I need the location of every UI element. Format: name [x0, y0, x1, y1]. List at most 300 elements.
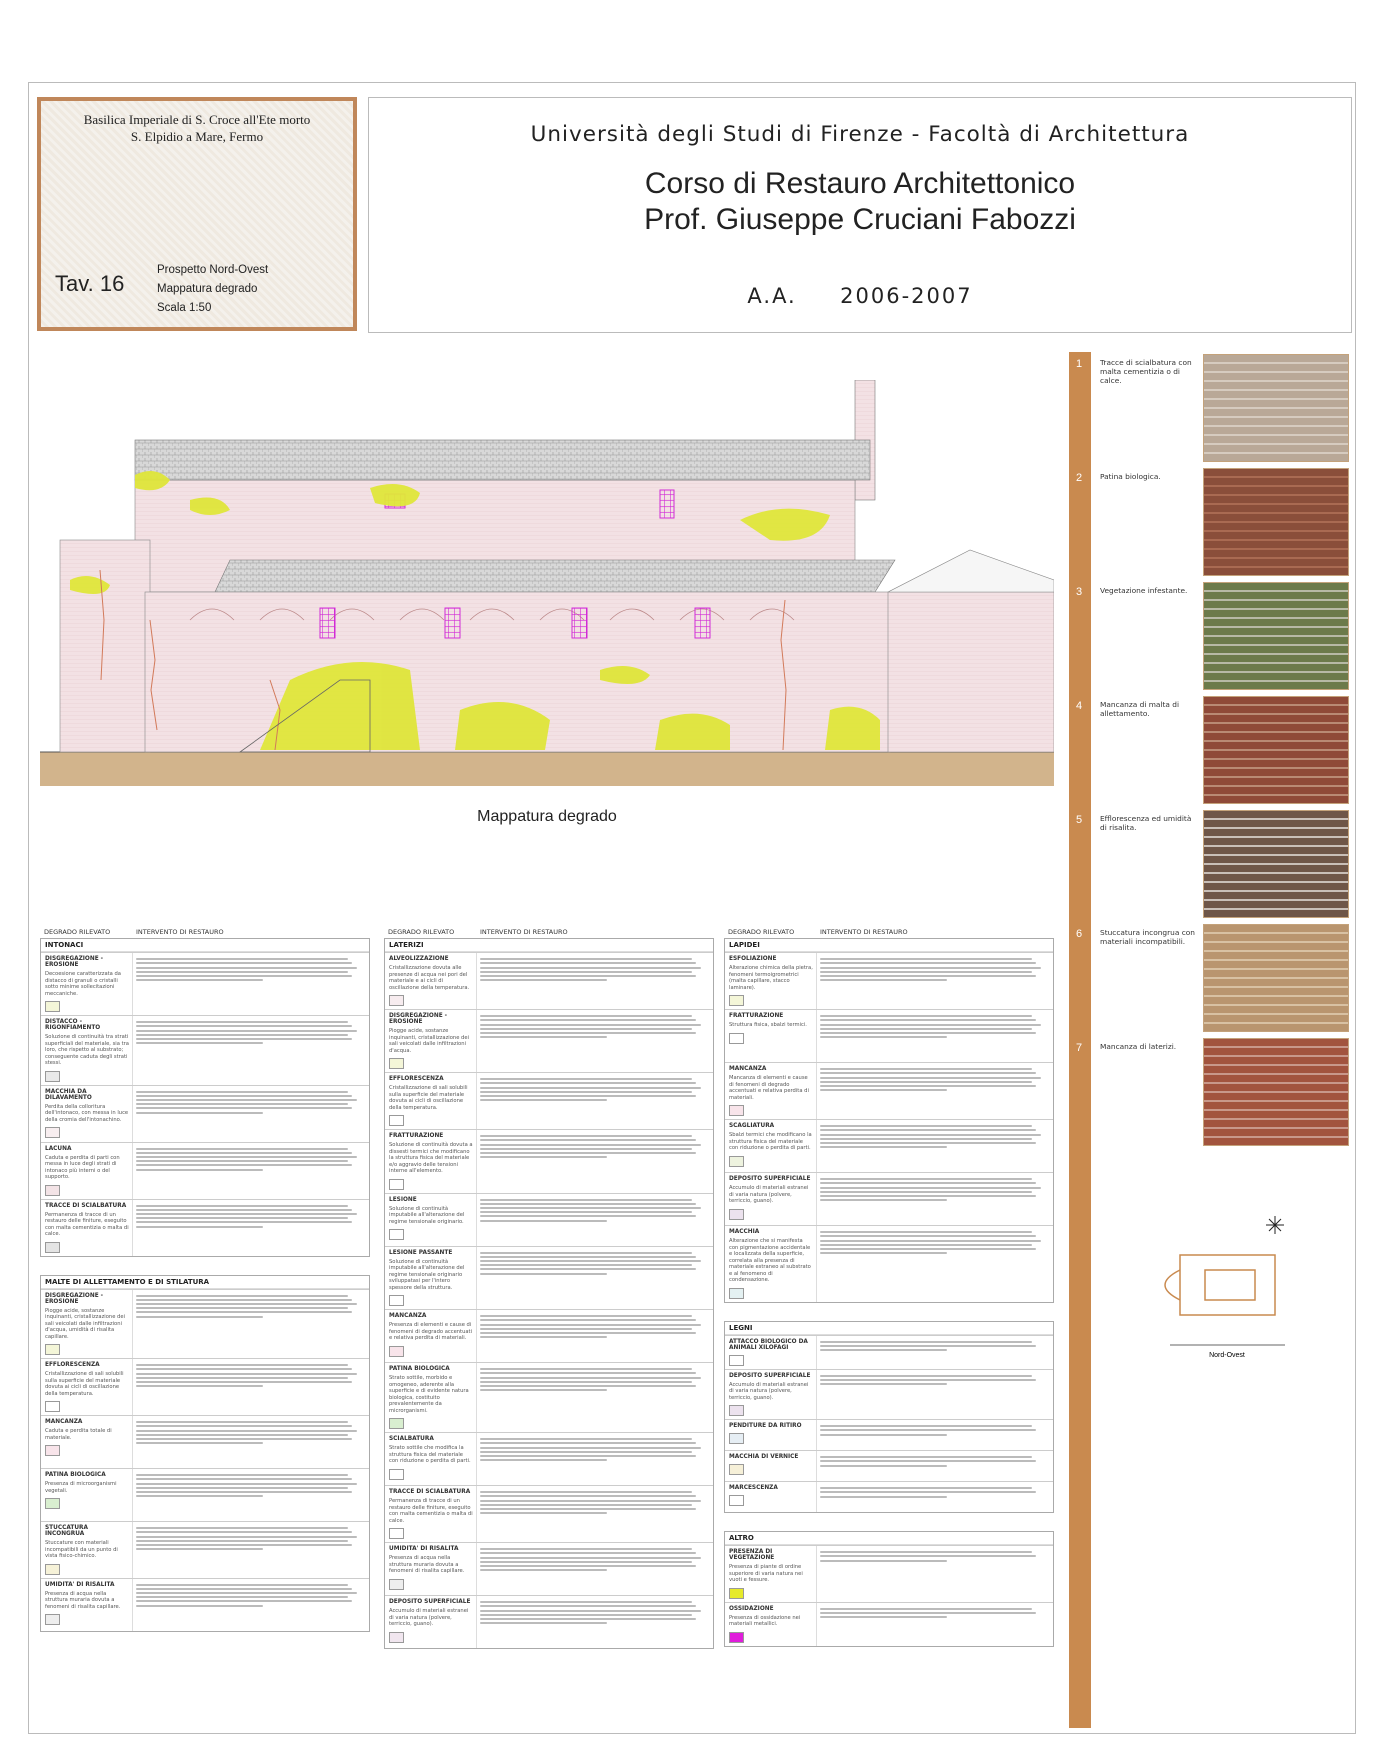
professor-name: Prof. Giuseppe Cruciani Fabozzi	[644, 203, 1076, 236]
academic-year	[369, 284, 1351, 308]
text-line	[820, 1191, 1032, 1193]
intervento-cell	[133, 1200, 369, 1256]
legend-table-header	[40, 922, 370, 936]
text-line	[136, 1217, 348, 1219]
degrado-cell	[41, 1290, 133, 1359]
intervento-cell	[477, 1073, 713, 1129]
text-line	[480, 1447, 701, 1449]
text-line	[136, 1364, 348, 1366]
drawing-caption: Mappatura degrado	[477, 808, 617, 825]
legend-row	[725, 1419, 1053, 1450]
text-line	[820, 1616, 947, 1618]
legend-row	[41, 1015, 369, 1085]
degrado-name: TRACCE DI SCIALBATURA	[45, 1202, 127, 1209]
hatch-swatch	[45, 1445, 60, 1456]
text-line	[136, 1478, 352, 1480]
degrado-name: MARCESCENZA	[729, 1485, 778, 1491]
legend-row	[41, 1085, 369, 1142]
text-line	[480, 1385, 696, 1387]
text-line	[136, 1381, 352, 1383]
degrado-name: LESIONE PASSANTE	[389, 1249, 453, 1256]
text-line	[820, 1146, 947, 1148]
text-line	[136, 1377, 348, 1379]
intervento-cell	[817, 1546, 1053, 1602]
text-line	[820, 971, 1032, 973]
intervento-cell	[133, 1469, 369, 1521]
text-line	[820, 1019, 1036, 1021]
text-line	[480, 1377, 701, 1379]
text-line	[480, 971, 692, 973]
hatch-swatch	[729, 1632, 744, 1643]
text-line	[480, 1144, 701, 1146]
text-line	[820, 1248, 1036, 1250]
degrado-description: Cristallizzazione di sali solubili sulla superficie del materiale dovuta ai cicli di oscillazione della temperatura.	[45, 1371, 124, 1397]
text-line	[480, 1389, 607, 1391]
text-line	[136, 1483, 357, 1485]
degrado-description: Presenza di piante di ordine superiore di varia natura nei vuoti e fessure.	[729, 1564, 803, 1583]
degrado-name: MACCHIA DI VERNICE	[729, 1454, 799, 1460]
header-degrado: DEGRADO RILEVATO	[728, 928, 795, 936]
photo-number: 4	[1076, 700, 1083, 712]
text-line	[480, 1561, 692, 1563]
text-line	[136, 1548, 263, 1550]
legend-table	[40, 922, 370, 1632]
text-line	[480, 1095, 696, 1097]
text-line	[136, 1495, 263, 1497]
degrado-description: Piogge acide, sostanze inquinanti, cristallizzazione dei sali veicolati dalle infiltrazioni d'acqua, umidità di risalita capillare.	[45, 1307, 125, 1340]
degrado-description: Decoesione caratterizzata da distacco di granuli o cristalli sotto minime sollecitazioni meccaniche.	[45, 971, 121, 997]
text-line	[480, 1264, 692, 1266]
hatch-swatch	[389, 1579, 404, 1590]
degrado-name: MACCHIA	[729, 1229, 760, 1235]
intervento-cell	[817, 1482, 1053, 1512]
text-line	[480, 1495, 696, 1497]
legend-section	[724, 938, 1054, 1303]
text-line	[136, 1226, 263, 1228]
text-line	[480, 1618, 696, 1620]
degradation-photo	[1203, 696, 1349, 804]
degrado-description: Accumulo di materiali estranei di varia natura (polvere, terriccio, guano).	[729, 1381, 809, 1401]
text-line	[820, 1429, 1036, 1431]
degrado-name: FRATTURAZIONE	[729, 1013, 784, 1019]
text-line	[480, 1211, 692, 1213]
text-line	[136, 1107, 352, 1109]
legend-row	[725, 1335, 1053, 1369]
photo-caption: Mancanza di laterizi.	[1100, 1042, 1177, 1051]
degrado-cell	[725, 1451, 817, 1481]
text-line	[480, 1152, 696, 1154]
intervento-cell	[477, 1543, 713, 1595]
legend-row	[41, 1289, 369, 1359]
intervento-cell	[477, 1433, 713, 1485]
legend-row	[385, 1595, 713, 1648]
degrado-cell	[725, 1010, 817, 1062]
degrado-cell	[385, 1363, 477, 1432]
header-box	[368, 97, 1352, 333]
text-line	[820, 1379, 1036, 1381]
degrado-name: TRACCE DI SCIALBATURA	[389, 1489, 471, 1495]
text-line	[136, 975, 352, 977]
legend-row	[41, 1199, 369, 1256]
text-line	[136, 1373, 357, 1375]
section-title: LEGNI	[725, 1322, 1053, 1335]
legend-row	[725, 1545, 1053, 1602]
text-line	[820, 1195, 1036, 1197]
intervento-cell	[817, 1370, 1053, 1420]
hatch-swatch	[45, 1242, 60, 1253]
degrado-name: UMIDITA' DI RISALITA	[389, 1546, 459, 1552]
degrado-cell	[41, 1522, 133, 1578]
text-line	[480, 1315, 692, 1317]
header-degrado: DEGRADO RILEVATO	[44, 928, 111, 936]
intervento-cell	[817, 1010, 1053, 1062]
hatch-swatch	[45, 1071, 60, 1082]
text-line	[820, 1068, 1032, 1070]
text-line	[136, 1038, 352, 1040]
text-line	[820, 979, 947, 981]
degrado-cell	[725, 1063, 817, 1119]
text-line	[820, 1199, 947, 1201]
text-line	[136, 1596, 348, 1598]
degrado-cell	[725, 1226, 817, 1302]
degrado-cell	[41, 953, 133, 1015]
intervento-cell	[133, 1290, 369, 1359]
degrado-name: PATINA BIOLOGICA	[45, 1472, 106, 1478]
text-line	[820, 1551, 1032, 1553]
text-line	[820, 1182, 1036, 1184]
text-line	[136, 1034, 348, 1036]
text-line	[820, 1125, 1032, 1127]
text-line	[136, 1316, 263, 1318]
text-line	[480, 1622, 607, 1624]
course-title	[369, 166, 1351, 238]
intervento-cell	[133, 1416, 369, 1468]
text-line	[820, 1608, 1032, 1610]
section-title: LAPIDEI	[725, 939, 1053, 952]
degrado-cell	[41, 1469, 133, 1521]
text-line	[820, 1349, 947, 1351]
degrado-cell	[725, 1420, 817, 1450]
text-line	[480, 1601, 692, 1603]
degrado-name: FRATTURAZIONE	[389, 1133, 444, 1139]
intervento-cell	[817, 1336, 1053, 1369]
degrado-name: EFFLORESCENZA	[45, 1362, 100, 1368]
text-line	[136, 1156, 357, 1158]
intervento-cell	[477, 1247, 713, 1310]
right-building	[888, 592, 1054, 752]
degrado-name: PRESENZA DI VEGETAZIONE	[729, 1549, 775, 1561]
text-line	[480, 1512, 607, 1514]
header-intervento: INTERVENTO DI RESTAURO	[136, 928, 224, 936]
text-line	[480, 1565, 696, 1567]
intervento-cell	[817, 1226, 1053, 1302]
section-title: ALTRO	[725, 1532, 1053, 1545]
legend-row	[41, 1468, 369, 1521]
text-line	[820, 1134, 1041, 1136]
text-line	[480, 1215, 696, 1217]
text-line	[136, 1425, 352, 1427]
text-line	[820, 962, 1036, 964]
text-line	[480, 1019, 696, 1021]
legend-row	[725, 952, 1053, 1009]
degrado-cell	[385, 1073, 477, 1129]
hatch-swatch	[389, 1469, 404, 1480]
hatch-swatch	[729, 1156, 744, 1167]
degrado-description: Strato sottile che modifica la struttura fisica del materiale con riduzione o perdita di parti.	[389, 1445, 471, 1464]
legend-row	[725, 1369, 1053, 1420]
legend-row	[385, 1193, 713, 1246]
degrado-description: Caduta e perdita totale di materiale.	[45, 1428, 112, 1441]
degrado-description: Presenza di elementi e cause di fenomeni di degrado accentuati e relativa perdita di materiali.	[389, 1322, 473, 1341]
photo-number: 5	[1076, 814, 1083, 826]
text-line	[820, 1032, 1036, 1034]
degrado-description: Alterazione che si manifesta con pigmentazione accidentale e localizzata della superficie, correlata alla presenza di materiale estraneo al substrato e al fenomeno di condensazione.	[729, 1238, 811, 1283]
course-name: Corso di Restauro Architettonico	[644, 167, 1076, 200]
degrado-name: DEPOSITO SUPERFICIALE	[389, 1599, 471, 1605]
hatch-swatch	[389, 1295, 404, 1306]
intervento-cell	[477, 1596, 713, 1648]
intervento-cell	[477, 953, 713, 1009]
text-line	[136, 1103, 348, 1105]
intervento-cell	[817, 1173, 1053, 1225]
photo-caption: Mancanza di malta di allettamento.	[1100, 700, 1180, 718]
section-title: LATERIZI	[385, 939, 713, 952]
text-line	[136, 1605, 263, 1607]
legend-row	[385, 1362, 713, 1432]
degrado-cell	[41, 1086, 133, 1142]
hatch-swatch	[389, 1418, 404, 1429]
photo-index-bar	[1069, 352, 1091, 1728]
hatch-swatch	[729, 1495, 744, 1506]
left-annex	[60, 540, 150, 752]
intervento-cell	[477, 1486, 713, 1542]
legend-section	[724, 1321, 1054, 1514]
degrado-name: MANCANZA	[389, 1313, 427, 1319]
intervento-cell	[133, 953, 369, 1015]
hatch-swatch	[389, 1632, 404, 1643]
tavola-subtitle	[157, 261, 268, 318]
legend-row	[41, 1415, 369, 1468]
text-line	[480, 1381, 692, 1383]
degrado-description: Caduta e perdita di parti con messa in luce degli strati di intonaco più interni o del supporto.	[45, 1154, 120, 1180]
hatch-swatch	[729, 1433, 744, 1444]
degrado-description: Cristallizzazione dovuta alle presenze di acqua nei pori del materiale e ai cicli di oscillazione della temperatura.	[389, 965, 470, 991]
degrado-name: LACUNA	[45, 1145, 72, 1152]
degrado-name: SCAGLIATURA	[729, 1123, 775, 1129]
degradation-photo	[1203, 810, 1349, 918]
text-line	[820, 1187, 1041, 1189]
text-line	[136, 1385, 263, 1387]
legend-row	[385, 1072, 713, 1129]
text-line	[136, 1474, 348, 1476]
degrado-description: Presenza di ossidazione nei materiali metallici.	[729, 1614, 801, 1627]
legend-section	[40, 938, 370, 1257]
degrado-description: Accumulo di materiali estranei di varia natura (polvere, terriccio, guano).	[389, 1608, 469, 1627]
text-line	[136, 962, 352, 964]
photo-number: 2	[1076, 472, 1083, 484]
hatch-swatch	[729, 1355, 744, 1366]
text-line	[136, 1527, 348, 1529]
text-line	[820, 1487, 1032, 1489]
text-line	[480, 1207, 701, 1209]
photo-caption: Tracce di scialbatura con malta cementizia o di calce.	[1100, 358, 1192, 385]
text-line	[480, 1273, 607, 1275]
legend-section	[384, 938, 714, 1649]
text-line	[820, 1235, 1036, 1237]
degrado-description: Alterazione chimica della pietra, fenomeni termoigrometrici (malta capillare, stacco laminare).	[729, 965, 813, 991]
text-line	[480, 1139, 696, 1141]
text-line	[480, 1015, 692, 1017]
degrado-name: UMIDITA' DI RISALITA	[45, 1581, 115, 1588]
legend-row	[385, 1129, 713, 1193]
text-line	[136, 1221, 352, 1223]
hatch-swatch	[389, 1058, 404, 1069]
degrado-description: Mancanza di elementi e cause di fenomeni di degrado accentuati e relativa perdita di materiali.	[729, 1075, 809, 1101]
text-line	[820, 1252, 947, 1254]
degrado-name: OSSIDAZIONE	[729, 1605, 774, 1612]
text-line	[136, 1311, 352, 1313]
degrado-name: MACCHIA DA DILAVAMENTO	[45, 1088, 92, 1101]
text-line	[480, 1324, 701, 1326]
text-line	[136, 1592, 357, 1594]
degrado-name: PENDITURE DA RITIRO	[729, 1423, 802, 1429]
legend-table-header	[724, 922, 1054, 936]
degrado-cell	[385, 1194, 477, 1246]
degrado-cell	[725, 1546, 817, 1602]
hatch-swatch	[45, 1614, 60, 1625]
legend-row	[41, 1521, 369, 1578]
intervento-cell	[477, 1194, 713, 1246]
mapping-label: Mappatura degrado	[157, 283, 258, 295]
text-line	[820, 1460, 1036, 1462]
text-line	[136, 1368, 352, 1370]
degradation-photo	[1203, 354, 1349, 462]
text-line	[820, 1072, 1036, 1074]
degrado-cell	[385, 1486, 477, 1542]
intervento-cell	[477, 1130, 713, 1193]
text-line	[136, 1025, 352, 1027]
text-line	[480, 1508, 696, 1510]
legend-row	[41, 1142, 369, 1199]
text-line	[480, 975, 696, 977]
degradation-photo	[1203, 582, 1349, 690]
text-line	[136, 967, 357, 969]
text-line	[480, 1569, 607, 1571]
text-line	[820, 1129, 1036, 1131]
legend-row	[725, 1009, 1053, 1062]
site-plan	[1110, 1195, 1310, 1385]
degrado-cell	[725, 1120, 817, 1172]
text-line	[820, 975, 1036, 977]
text-line	[480, 1459, 607, 1461]
text-line	[480, 1438, 692, 1440]
text-line	[136, 1438, 352, 1440]
hatch-swatch	[729, 1405, 744, 1416]
text-line	[480, 1552, 696, 1554]
text-line	[480, 1368, 692, 1370]
text-line	[480, 1451, 692, 1453]
section-title: INTONACI	[41, 939, 369, 952]
basilica-name: Basilica Imperiale di S. Croce all'Ete morto	[83, 112, 311, 127]
degrado-cell	[41, 1143, 133, 1199]
legend-table	[384, 922, 714, 1649]
photo-number: 3	[1076, 586, 1083, 598]
photo-caption: Efflorescenza ed umidità di risalita.	[1100, 814, 1192, 832]
degrado-description: Presenza di acqua nella struttura muraria dovuta a fenomeni di risalita capillare.	[45, 1590, 121, 1610]
text-line	[136, 1030, 357, 1032]
degrado-cell	[725, 1482, 817, 1512]
text-line	[136, 1152, 352, 1154]
text-line	[820, 1555, 1036, 1557]
text-line	[480, 1203, 696, 1205]
north-arrow-icon	[1266, 1216, 1284, 1234]
degrado-cell	[725, 1603, 817, 1646]
text-line	[820, 1456, 1032, 1458]
degrado-cell	[41, 1359, 133, 1415]
text-line	[136, 1213, 357, 1215]
text-line	[136, 958, 348, 960]
text-line	[480, 1319, 696, 1321]
text-line	[820, 1081, 1032, 1083]
text-line	[136, 1544, 352, 1546]
section-title: MALTE DI ALLETTAMENTO E DI STILATURA	[41, 1276, 369, 1289]
text-line	[136, 979, 263, 981]
hatch-swatch	[45, 1127, 60, 1138]
text-line	[820, 1036, 947, 1038]
degrado-cell	[385, 1130, 477, 1193]
legend-row	[725, 1225, 1053, 1302]
legend-row	[725, 1172, 1053, 1225]
text-line	[480, 1442, 696, 1444]
text-line	[136, 1205, 348, 1207]
text-line	[136, 1584, 348, 1586]
text-line	[480, 1455, 696, 1457]
intervento-cell	[477, 1363, 713, 1432]
intervento-cell	[817, 1120, 1053, 1172]
legend-row	[385, 952, 713, 1009]
degrado-cell	[385, 1433, 477, 1485]
text-line	[136, 1536, 357, 1538]
intervento-cell	[477, 1310, 713, 1362]
legend-row	[385, 1009, 713, 1072]
text-line	[136, 1042, 263, 1044]
hatch-swatch	[729, 1288, 744, 1299]
hatch-swatch	[45, 1498, 60, 1509]
legend-row	[725, 1602, 1053, 1646]
text-line	[820, 1244, 1032, 1246]
degrado-cell	[41, 1579, 133, 1631]
text-line	[480, 1148, 692, 1150]
degrado-description: Perdita della colloritura dell'intonaco, con messa in luce della cromia dell'intonachino.	[45, 1103, 129, 1123]
text-line	[820, 1375, 1032, 1377]
hatch-swatch	[45, 1001, 60, 1012]
text-line	[136, 1091, 348, 1093]
prospect-label: Prospetto Nord-Ovest	[157, 264, 269, 276]
plan-outline	[1165, 1255, 1275, 1315]
text-line	[820, 1425, 1032, 1427]
degrado-description: Permanenza di tracce di un restauro delle finiture, eseguito con malta cementizia o malta di calce.	[45, 1211, 129, 1237]
legend-row	[385, 1542, 713, 1595]
text-line	[136, 1430, 357, 1432]
hatch-swatch	[729, 1588, 744, 1599]
text-line	[136, 1434, 348, 1436]
text-line	[480, 1500, 701, 1502]
text-line	[480, 1032, 696, 1034]
tavola-number: Tav. 16	[55, 271, 125, 296]
degrado-description: Soluzione di continuità dovuta a dissesti termici che modificano la struttura fisica del materiale e/o aggravio delle tensioni interne all'elemento.	[389, 1142, 473, 1174]
text-line	[480, 1024, 701, 1026]
photo-number: 6	[1076, 928, 1083, 940]
